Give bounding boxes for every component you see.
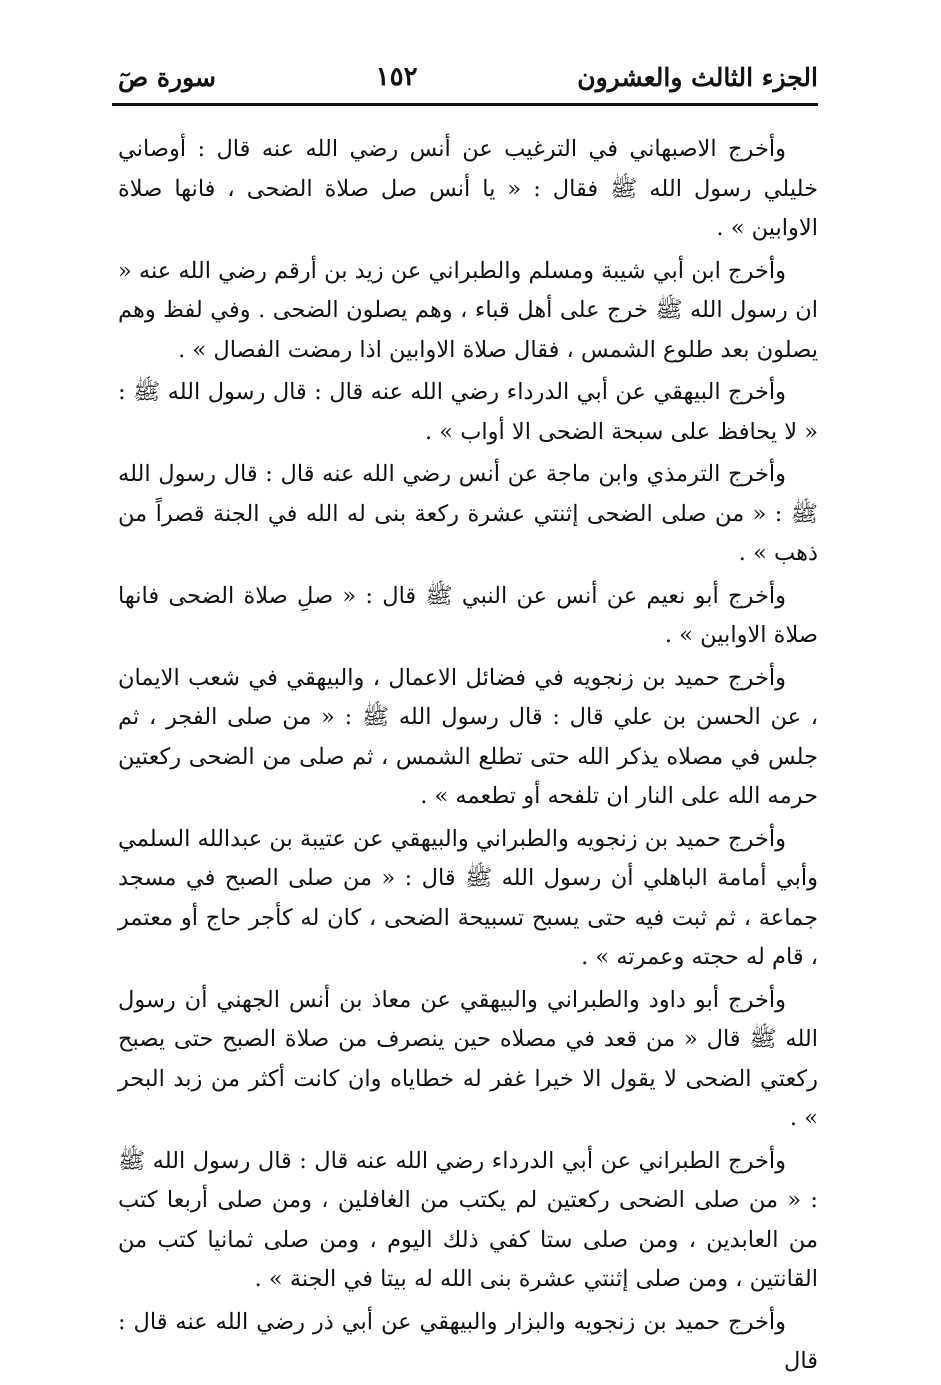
paragraph: وأخرج أبو داود والطبراني والبيهقي عن معاذ بن أنس الجهني أن رسول الله ﷺ قال « من قعد في مصلاه حين ينصرف من صلاة الصبح حتى يصبح ركعتي الضحى لا يقول الا خيرا غفر له خطاياه وان كانت أكثر من زبد البحر » . [118, 986, 818, 1131]
page-number: ١٥٢ [375, 62, 418, 92]
paragraph: وأخرج الترمذي وابن ماجة عن أنس رضي الله عنه قال : قال رسول الله ﷺ : « من صلى الضحى إثنتي عشرة ركعة بنى له الله في الجنة قصراً من ذهب » . [118, 461, 818, 566]
body-text [118, 130, 818, 1385]
header-rule [112, 103, 818, 106]
paragraph: وأخرج حميد بن زنجويه في فضائل الاعمال ، والبيهقي في شعب الايمان ، عن الحسن بن علي قال : قال رسول الله ﷺ : « من صلى الفجر ، ثم جلس في مصلاه يذكر الله حتى تطلع الشمس ، ثم صلى من الضحى ركعتين حرمه الله على النار ان تلفحه أو تطعمه » . [118, 664, 818, 809]
paragraph: وأخرج ابن أبي شيبة ومسلم والطبراني عن زيد بن أرقم رضي الله عنه « ان رسول الله ﷺ خرج على أهل قباء ، وهم يصلون الضحى . وفي لفظ وهم يصلون بعد طلوع الشمس ، فقال صلاة الاوابين اذا رمضت الفصال » . [118, 257, 818, 363]
part-title: الجزء الثالث والعشرون [577, 62, 818, 92]
paragraph: وأخرج حميد بن زنجويه والبزار والبيهقي عن أبي ذر رضي الله عنه قال : قال [118, 1308, 818, 1374]
surah-title: سورة صٓ [118, 62, 216, 92]
paragraph: وأخرج الطبراني عن أبي الدرداء رضي الله عنه قال : قال رسول الله ﷺ : « من صلى الضحى ركعتين لم يكتب من الغافلين ، ومن صلى أربعا كتب من العابدين ، ومن صلى ستا كفي ذلك اليوم ، ومن صلى ثمانيا كتب من القانتين ، ومن صلى إثنتي عشرة بنى الله له بيتا في الجنة » . [118, 1147, 818, 1292]
running-header [118, 52, 818, 102]
paragraph: وأخرج حميد بن زنجويه والطبراني والبيهقي عن عتيبة بن عبدالله السلمي وأبي أمامة الباهلي أن رسول الله ﷺ قال : « من صلى الصبح في مسجد جماعة ، ثم ثبت فيه حتى يسبح تسبيحة الضحى ، كان له كأجر حاج أو معتمر ، قام له حجته وعمرته » . [118, 825, 818, 970]
paragraph: وأخرج البيهقي عن أبي الدرداء رضي الله عنه قال : قال رسول الله ﷺ : « لا يحافظ على سبحة الضحى الا أواب » . [118, 379, 818, 445]
paragraph: وأخرج الاصبهاني في الترغيب عن أنس رضي الله عنه قال : أوصاني خليلي رسول الله ﷺ فقال : « يا أنس صل صلاة الضحى ، فانها صلاة الاوابين » . [118, 136, 818, 241]
paragraph: وأخرج أبو نعيم عن أنس عن النبي ﷺ قال : « صلِ صلاة الضحى فانها صلاة الاوابين » . [118, 582, 818, 648]
